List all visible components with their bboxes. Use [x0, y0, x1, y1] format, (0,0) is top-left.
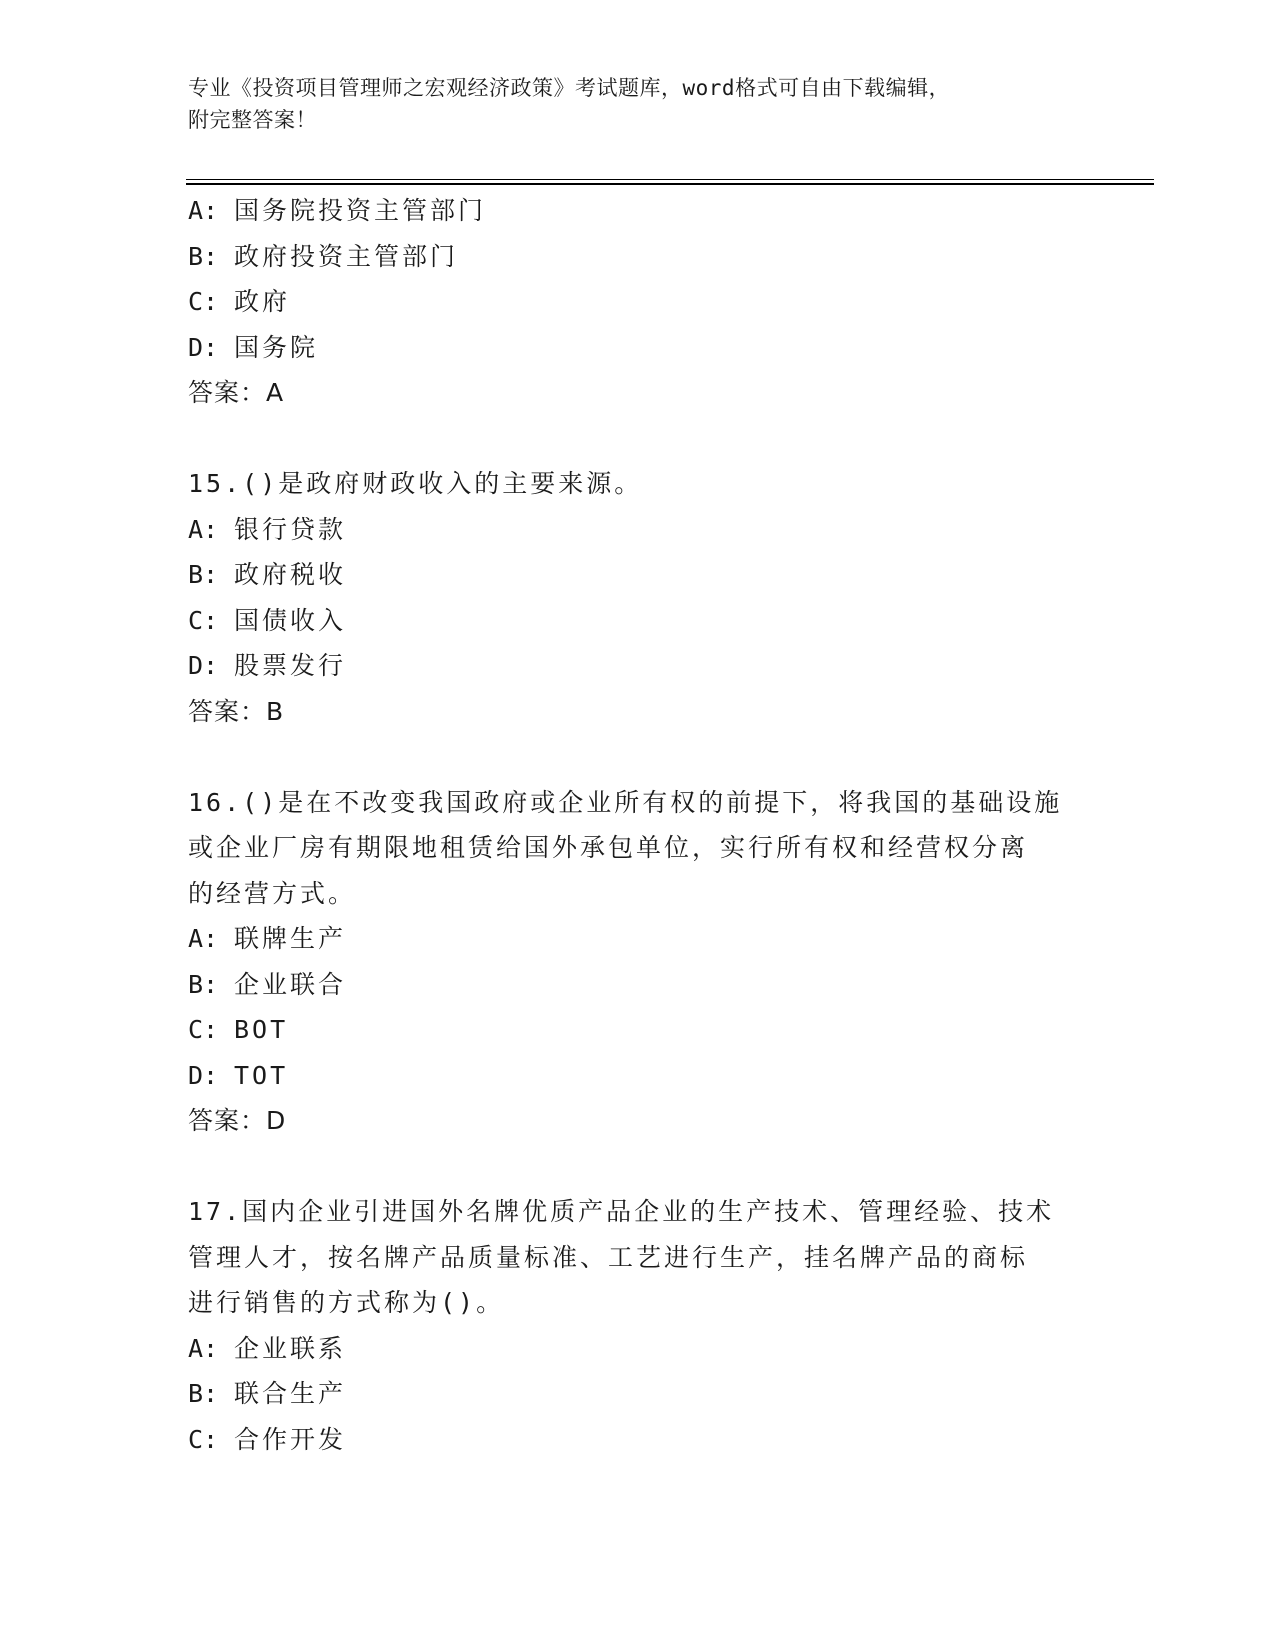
question-stem-line: 管理人才，按名牌产品质量标准、工艺进行生产，挂名牌产品的商标 [188, 1242, 1029, 1272]
option-label: C: [188, 1424, 219, 1454]
option-label: B: [188, 560, 219, 589]
option-label: C: [188, 287, 219, 316]
option-label: B: [188, 1379, 219, 1408]
option-label: A: [188, 1333, 219, 1363]
option-a [188, 507, 1088, 553]
option-b [188, 1371, 1088, 1417]
question-stem-line: 进行销售的方式称为()。 [188, 1288, 505, 1317]
option-label: A: [188, 924, 219, 953]
option-label: D: [188, 1060, 219, 1090]
option-text: 政府 [234, 287, 291, 316]
answer-line: 答案：B [188, 696, 285, 726]
question-list [188, 188, 1088, 1462]
option-text: 合作开发 [234, 1424, 347, 1454]
spacer [188, 734, 1088, 780]
option-label: B: [188, 969, 219, 999]
question-17 [188, 1189, 1088, 1462]
option-label: C: [188, 605, 219, 635]
option-label: C: [188, 1015, 219, 1044]
header-line-2: 附完整答案！ [188, 108, 317, 132]
question-stem-line: 17.国内企业引进国外名牌优质产品企业的生产技术、管理经验、技术 [188, 1197, 1055, 1226]
option-c [188, 1417, 1088, 1463]
option-a [188, 1326, 1088, 1372]
option-text: 国务院投资主管部门 [234, 196, 487, 225]
option-text: 政府税收 [234, 560, 347, 589]
option-d [188, 325, 1088, 371]
option-d [188, 1053, 1088, 1099]
answer-line: 答案：D [188, 1106, 287, 1135]
document-header [188, 72, 1088, 136]
option-text: 企业联系 [234, 1333, 347, 1363]
question-stem: 15.()是政府财政收入的主要来源。 [188, 469, 643, 498]
question-stem-line: 或企业厂房有期限地租赁给国外承包单位，实行所有权和经营权分离 [188, 833, 1029, 862]
option-text: 国债收入 [234, 605, 347, 635]
question-15 [188, 461, 1088, 734]
option-text: 股票发行 [234, 651, 347, 680]
option-d [188, 643, 1088, 689]
option-a [188, 916, 1088, 962]
option-text: 联合生产 [234, 1379, 347, 1408]
option-label: D: [188, 651, 219, 680]
spacer [188, 1144, 1088, 1190]
option-c [188, 279, 1088, 325]
option-c [188, 1007, 1088, 1053]
question-16 [188, 780, 1088, 1144]
option-label: A: [188, 514, 219, 544]
option-text: 国务院 [234, 332, 319, 362]
option-b [188, 552, 1088, 598]
option-b [188, 962, 1088, 1008]
option-b [188, 234, 1088, 280]
option-text: BOT [234, 1015, 289, 1044]
header-rule-thin [186, 179, 1154, 180]
option-a [188, 188, 1088, 234]
option-label: D: [188, 332, 219, 362]
question-partial [188, 188, 1088, 416]
option-label: A: [188, 196, 219, 225]
option-text: TOT [234, 1060, 289, 1090]
header-rule-thick [186, 183, 1154, 185]
option-text: 联牌生产 [234, 924, 347, 953]
option-text: 银行贷款 [234, 514, 347, 544]
spacer [188, 416, 1088, 462]
option-text: 政府投资主管部门 [234, 241, 459, 271]
option-c [188, 598, 1088, 644]
header-line-1: 专业《投资项目管理师之宏观经济政策》考试题库，word格式可自由下载编辑， [188, 76, 951, 100]
question-stem-line: 的经营方式。 [188, 878, 357, 908]
option-label: B: [188, 241, 219, 271]
answer-line: 答案：A [188, 378, 285, 407]
option-text: 企业联合 [234, 969, 347, 999]
question-stem-line: 16.()是在不改变我国政府或企业所有权的前提下，将我国的基础设施 [188, 787, 1063, 817]
